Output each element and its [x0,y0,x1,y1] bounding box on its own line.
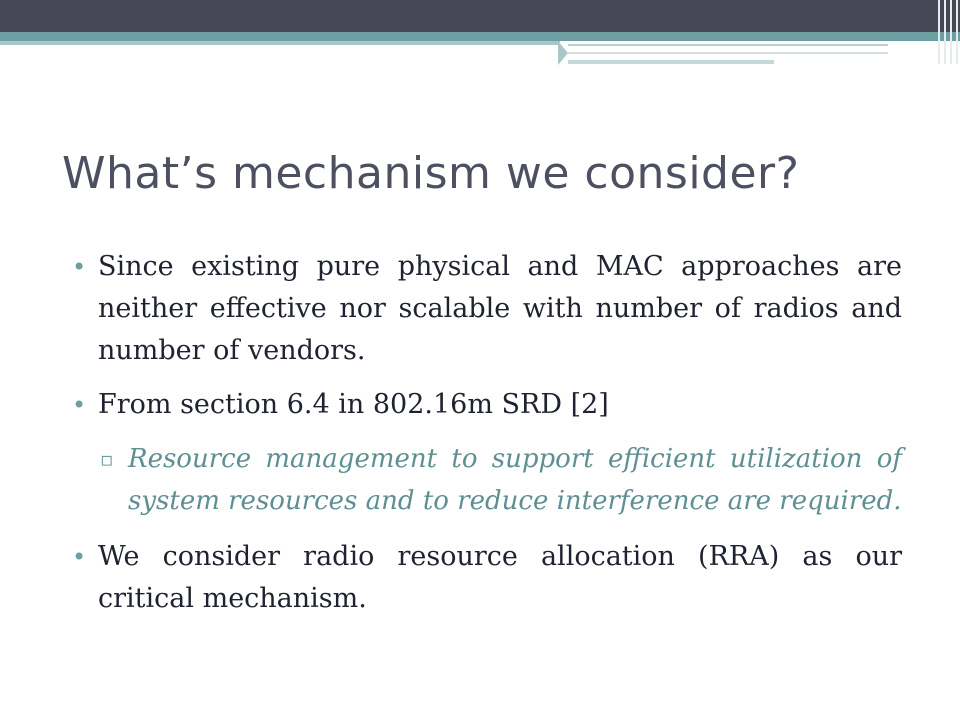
bullet-text-3: We consider radio resource allocation (RRA) as our critical mechanism. [98,541,902,614]
header-teal-bar [0,32,960,41]
header-dark-bar [0,0,960,32]
bullet-item-2 [70,384,902,426]
header-line-2 [568,52,888,54]
bullet-item-1 [70,246,902,372]
header-line-3 [568,60,774,64]
bullet-text-2: From section 6.4 in 802.16m SRD [2] [98,389,609,420]
slide-title: What’s mechanism we consider? [62,148,800,199]
header-teal-thin-bar [0,41,560,45]
bullet-marker: • [72,543,87,571]
sub-bullet-text: Resource management to support efficient utilization of system resources and to reduce interference are required. [128,444,902,516]
bullet-marker: • [72,253,87,281]
header-stripes [934,0,960,64]
bullet-marker: • [72,391,87,419]
slide-content [70,246,902,632]
bullet-text-1: Since existing pure physical and MAC approaches are neither effective nor scalable with number of radios and number of vendors. [98,251,902,366]
sub-bullet-item [70,438,902,522]
sub-bullet-marker: ▫ [100,447,114,471]
bullet-item-3 [70,536,902,620]
header-line-1 [568,44,888,46]
header-tab-arrow [558,41,568,65]
